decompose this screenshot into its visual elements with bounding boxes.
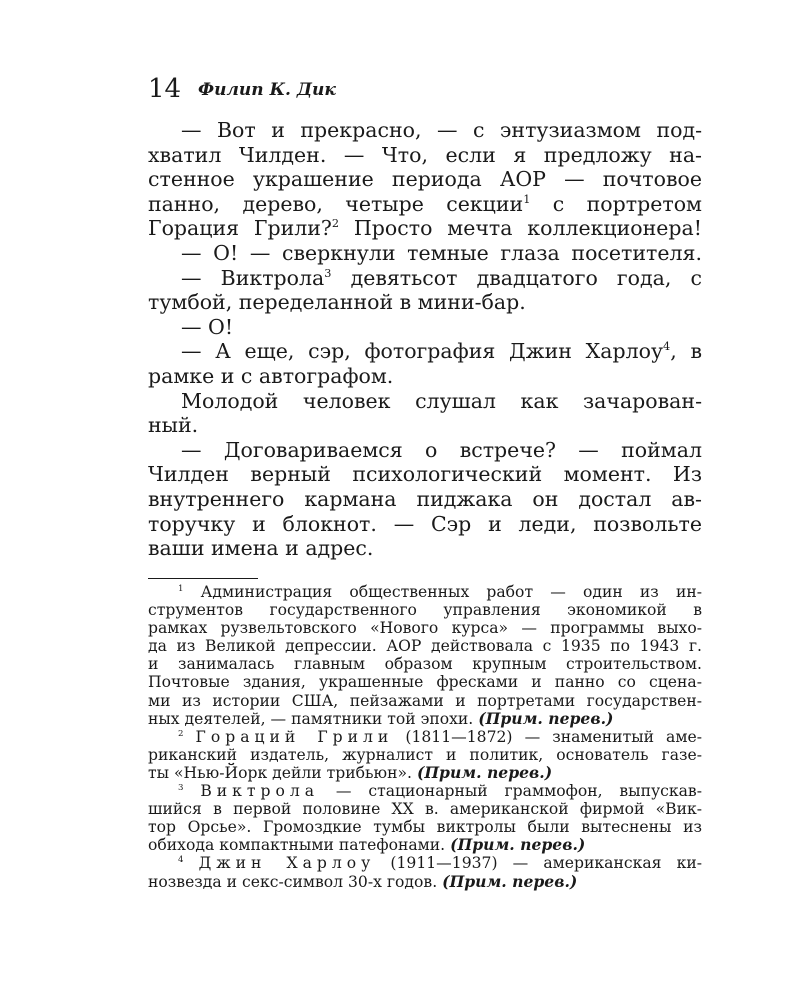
- footnote-line: $^1$ Администрация общественных работ — один из ин-: [178, 583, 702, 601]
- text-line: Чилден верный психологический момент. Из: [148, 462, 702, 487]
- footnote-line: $^4$ Джин Харлоу (1911—1937) — американская ки-: [178, 854, 702, 873]
- text-line: панно, дерево, четыре секции$^1$ с портретом: [148, 191, 702, 216]
- running-title: Филип К. Дик: [198, 80, 336, 100]
- footnote-line: тор Орсье». Громоздкие тумбы виктролы были вытеснены из: [148, 818, 702, 837]
- page-number: 14: [148, 74, 182, 104]
- footnote-line: нозвезда и секс-символ 30-х годов. (Прим. перев.): [148, 871, 578, 891]
- translator-note: (Прим. перев.): [478, 708, 614, 728]
- footnote-number: 1: [178, 584, 184, 594]
- footnote-line: $^3$ Виктрола — стационарный граммофон, выпускав-: [178, 782, 702, 801]
- text-line: — Виктрола$^3$ девятьсот двадцатого года, с: [181, 265, 703, 290]
- footnote-ref: 2: [331, 217, 340, 231]
- footnote-divider: [148, 578, 258, 579]
- footnote-ref: 4: [663, 340, 671, 354]
- footnote-number: 4: [178, 855, 184, 866]
- footnote-ref: 3: [324, 266, 332, 280]
- footnote-term: Виктрола: [200, 782, 320, 801]
- text-line: Молодой человек слушал как зачарован-: [181, 388, 702, 413]
- footnote-line: риканский издатель, журналист и политик, основатель газе-: [148, 745, 702, 764]
- footnote-line: да из Великой депрессии. АОР действовала с 1935 по 1943 г.: [148, 637, 702, 656]
- text-line: — Договариваемся о встрече? — поймал: [181, 437, 702, 462]
- footnote-line: ных деятелей, — памятники той эпохи. (Прим. перев.): [148, 708, 614, 728]
- text-line: рамке и с автографом.: [148, 363, 394, 388]
- footnote-line: $^2$ Гораций Грили (1811—1872) — знаменитый аме-: [178, 727, 702, 746]
- footnotes: [148, 583, 702, 891]
- text-line: хватил Чилден. — Что, если я предложу на-: [148, 142, 702, 167]
- footnote-term: Гораций Грили: [195, 727, 394, 746]
- footnote-line: ми из истории США, пейзажами и портретами государствен-: [148, 691, 702, 710]
- footnote-ref: 1: [523, 192, 531, 206]
- footnote-line: ты «Нью-Йорк дейли трибьюн». (Прим. перев.): [148, 762, 553, 782]
- main-text: [148, 118, 702, 561]
- text-line: — О! — сверкнули темные глаза посетителя.: [181, 240, 702, 265]
- footnote-line: обихода компактными патефонами. (Прим. перев.): [148, 835, 586, 855]
- text-line: ный.: [148, 413, 199, 438]
- text-line: стенное украшение периода АОР — почтовое: [148, 167, 702, 192]
- footnote-line: и занималась главным образом крупным строительством.: [148, 655, 702, 674]
- footnote-line: шийся в первой половине XX в. американской фирмой «Вик-: [148, 800, 702, 819]
- footnote-line: Почтовые здания, украшенные фресками и панно со сцена-: [148, 673, 702, 692]
- footnote-line: рамках рузвельтовского «Нового курса» — программы выхо-: [148, 619, 702, 638]
- translator-note: (Прим. перев.): [416, 762, 553, 782]
- translator-note: (Прим. перев.): [442, 871, 578, 891]
- text-line: внутреннего кармана пиджака он достал ав-: [148, 486, 702, 511]
- text-line: — Вот и прекрасно, — с энтузиазмом под-: [181, 118, 702, 142]
- text-line: — А еще, сэр, фотография Джин Харлоу$^4$, в: [181, 339, 703, 364]
- text-line: торучку и блокнот. — Сэр и леди, позвольте: [148, 511, 702, 536]
- text-line: тумбой, переделанной в мини-бар.: [148, 290, 526, 315]
- footnote-line: струментов государственного управления экономикой в: [148, 601, 702, 620]
- footnote-term: Джин Харлоу: [198, 854, 376, 873]
- text-line: ваши имена и адрес.: [148, 536, 374, 561]
- text-line: Горация Грили?$^2$ Просто мечта коллекционера!: [148, 216, 703, 241]
- text-line: — О!: [181, 314, 234, 339]
- footnote-number: 3: [178, 783, 184, 794]
- footnote-number: 2: [178, 728, 184, 739]
- translator-note: (Прим. перев.): [450, 835, 586, 855]
